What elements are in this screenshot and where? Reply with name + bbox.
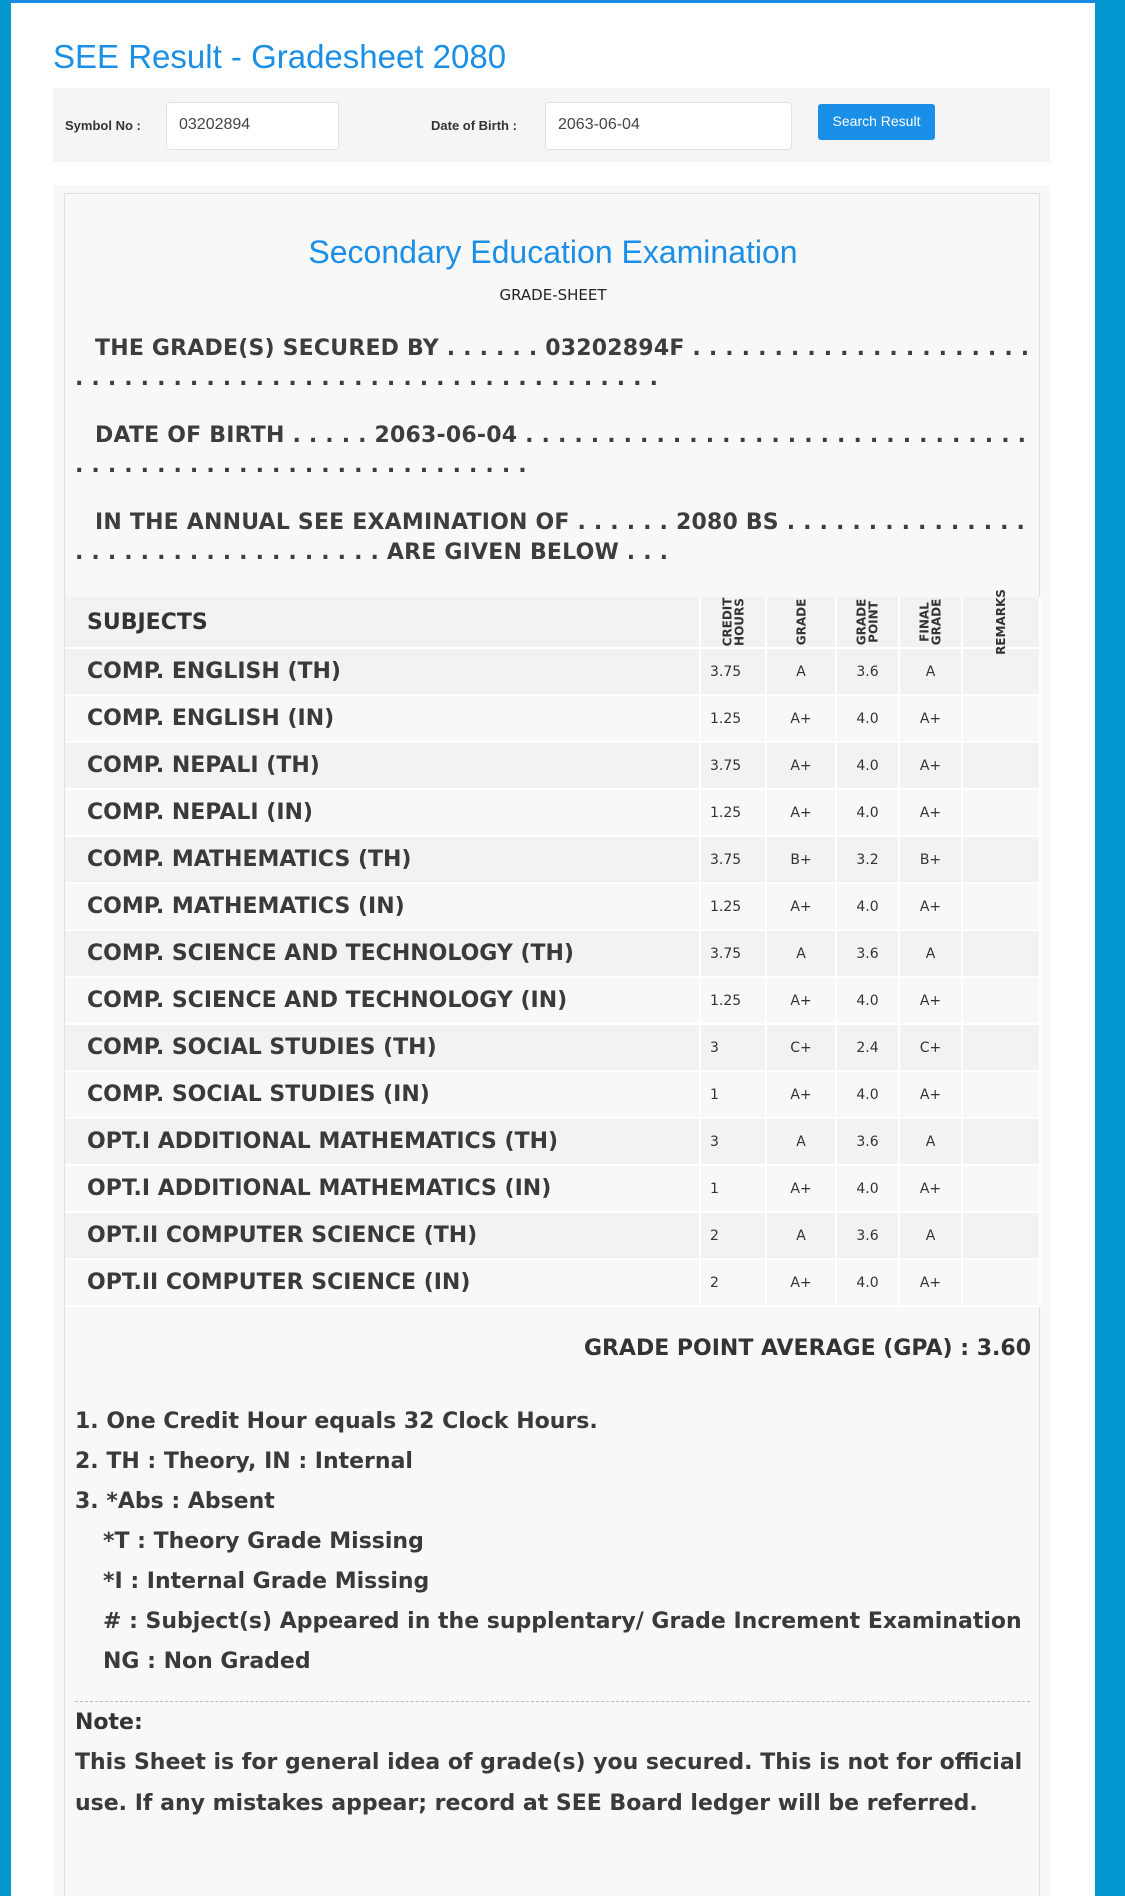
grade-cell: A+ [766,789,836,836]
subject-cell: COMP. MATHEMATICS (IN) [65,883,700,930]
col-grade: GRADE [793,598,808,646]
remarks-cell [962,836,1040,883]
credit-hours-cell: 3.75 [700,930,766,977]
right-border [1095,0,1125,1896]
final-grade-cell: A+ [899,789,962,836]
credit-hours-cell: 3 [700,1024,766,1071]
legend-item: *I : Internal Grade Missing [103,1569,430,1594]
grade-cell: A+ [766,883,836,930]
final-grade-cell: B+ [899,836,962,883]
search-form [53,88,1050,162]
table-row [65,977,1040,1024]
table-row [65,1165,1040,1212]
credit-hours-cell: 3.75 [700,836,766,883]
grade-point-cell: 3.6 [836,1118,899,1165]
final-grade-cell: A+ [899,695,962,742]
note-heading: Note: [75,1710,143,1735]
legend [75,1402,1022,1682]
grade-point-cell: 4.0 [836,695,899,742]
grade-point-cell: 3.6 [836,648,899,695]
exam-line: IN THE ANNUAL SEE EXAMINATION OF . . . . . . 2080 BS . . . . . . . . . . . . . . . . . . . . . . . . . . . . . . . . . . ARE GIVEN BELOW . . . [75,510,1026,565]
subject-cell: COMP. SOCIAL STUDIES (IN) [65,1071,700,1118]
subject-cell: COMP. SOCIAL STUDIES (TH) [65,1024,700,1071]
legend-item: *T : Theory Grade Missing [103,1529,424,1554]
remarks-cell [962,789,1040,836]
symbol-input[interactable]: 03202894 [166,102,339,150]
subject-cell: COMP. SCIENCE AND TECHNOLOGY (IN) [65,977,700,1024]
credit-hours-cell: 3 [700,1118,766,1165]
credit-hours-cell: 1.25 [700,789,766,836]
dob-line: DATE OF BIRTH . . . . . 2063-06-04 . . . . . . . . . . . . . . . . . . . . . . . . . . . . . . . . . . . . . . . . . . . . . . . . . . . . . . . . . . . [75,423,1027,478]
page-title: SEE Result - Gradesheet 2080 [53,38,507,75]
col-final-grade: FINAL GRADE [917,598,944,645]
final-grade-cell: A+ [899,883,962,930]
grade-cell: A+ [766,1165,836,1212]
col-credit-hours: CREDIT HOURS [719,597,746,646]
legend-item: NG : Non Graded [103,1649,311,1674]
subject-cell: COMP. NEPALI (TH) [65,742,700,789]
grade-cell: A+ [766,742,836,789]
grade-cell: B+ [766,836,836,883]
gradesheet-subheading: GRADE-SHEET [499,286,607,304]
grade-point-cell: 4.0 [836,742,899,789]
credit-hours-cell: 1 [700,1165,766,1212]
grade-cell: A [766,1212,836,1259]
remarks-cell [962,695,1040,742]
subject-cell: COMP. ENGLISH (TH) [65,648,700,695]
left-border [0,0,11,1896]
credit-hours-cell: 1 [700,1071,766,1118]
remarks-cell [962,1071,1040,1118]
grade-point-cell: 4.0 [836,977,899,1024]
grade-cell: C+ [766,1024,836,1071]
remarks-cell [962,1259,1040,1306]
final-grade-cell: A+ [899,742,962,789]
grade-cell: A+ [766,1071,836,1118]
final-grade-cell: A+ [899,977,962,1024]
gradesheet [53,185,1050,1896]
final-grade-cell: A [899,930,962,977]
final-grade-cell: A [899,648,962,695]
exam-heading: Secondary Education Examination [308,234,798,270]
table-row [65,1118,1040,1165]
col-remarks: REMARKS [993,589,1008,655]
table-row [65,695,1040,742]
credit-hours-cell: 1.25 [700,883,766,930]
grade-cell: A+ [766,977,836,1024]
grade-point-cell: 3.2 [836,836,899,883]
note-text: This Sheet is for general idea of grade(s) you secured. This is not for official use. If any mistakes appear; record at SEE Board ledger will be referred. [75,1750,1023,1816]
grade-point-cell: 4.0 [836,1165,899,1212]
remarks-cell [962,648,1040,695]
grade-point-cell: 4.0 [836,1071,899,1118]
credit-hours-cell: 2 [700,1212,766,1259]
table-row [65,789,1040,836]
grade-point-cell: 3.6 [836,1212,899,1259]
symbol-label: Symbol No : [65,118,141,133]
legend-item: 3. *Abs : Absent [75,1489,275,1514]
remarks-cell [962,1024,1040,1071]
credit-hours-cell: 2 [700,1259,766,1306]
subject-cell: OPT.I ADDITIONAL MATHEMATICS (IN) [65,1165,700,1212]
dob-label: Date of Birth : [431,118,517,133]
table-row [65,1071,1040,1118]
table-row [65,1259,1040,1306]
credit-hours-cell: 1.25 [700,695,766,742]
legend-item: 1. One Credit Hour equals 32 Clock Hours. [75,1409,598,1434]
grade-point-cell: 2.4 [836,1024,899,1071]
remarks-cell [962,742,1040,789]
final-grade-cell: A+ [899,1165,962,1212]
table-row [65,930,1040,977]
remarks-cell [962,1118,1040,1165]
grade-cell: A [766,930,836,977]
col-grade-point: GRADE POINT [854,598,881,645]
final-grade-cell: A [899,1118,962,1165]
final-grade-cell: C+ [899,1024,962,1071]
divider [75,1701,1030,1702]
table-row [65,883,1040,930]
top-accent [0,0,1125,3]
credit-hours-cell: 3.75 [700,742,766,789]
grade-cell: A+ [766,695,836,742]
dob-input[interactable]: 2063-06-04 [545,102,792,150]
table-row [65,742,1040,789]
credit-hours-cell: 3.75 [700,648,766,695]
subject-cell: COMP. ENGLISH (IN) [65,695,700,742]
legend-item: 2. TH : Theory, IN : Internal [75,1449,413,1474]
table-row [65,1024,1040,1071]
grades-table [65,589,1041,1307]
search-result-button[interactable]: Search Result [818,104,935,140]
col-subjects: SUBJECTS [65,597,700,648]
grade-cell: A [766,1118,836,1165]
credit-hours-cell: 1.25 [700,977,766,1024]
subject-cell: COMP. SCIENCE AND TECHNOLOGY (TH) [65,930,700,977]
secured-by-line: THE GRADE(S) SECURED BY . . . . . . 03202894F . . . . . . . . . . . . . . . . . . . . . . . . . . . . . . . . . . . . . . . . . . . . . . . . . . . . . . . . . [75,336,1030,391]
subject-cell: OPT.II COMPUTER SCIENCE (TH) [65,1212,700,1259]
final-grade-cell: A [899,1212,962,1259]
grade-point-cell: 4.0 [836,883,899,930]
grade-cell: A+ [766,1259,836,1306]
remarks-cell [962,1165,1040,1212]
grade-cell: A [766,648,836,695]
subject-cell: COMP. MATHEMATICS (TH) [65,836,700,883]
subject-cell: COMP. NEPALI (IN) [65,789,700,836]
grade-point-cell: 4.0 [836,789,899,836]
subject-cell: OPT.I ADDITIONAL MATHEMATICS (TH) [65,1118,700,1165]
remarks-cell [962,883,1040,930]
remarks-cell [962,977,1040,1024]
remarks-cell [962,930,1040,977]
gpa: GRADE POINT AVERAGE (GPA) : 3.60 [583,1336,1031,1361]
grade-point-cell: 3.6 [836,930,899,977]
legend-item: # : Subject(s) Appeared in the supplentary/ Grade Increment Examination [103,1609,1022,1634]
table-row [65,1212,1040,1259]
table-row [65,836,1040,883]
final-grade-cell: A+ [899,1259,962,1306]
table-row [65,648,1040,695]
subject-cell: OPT.II COMPUTER SCIENCE (IN) [65,1259,700,1306]
final-grade-cell: A+ [899,1071,962,1118]
grade-point-cell: 4.0 [836,1259,899,1306]
remarks-cell [962,1212,1040,1259]
